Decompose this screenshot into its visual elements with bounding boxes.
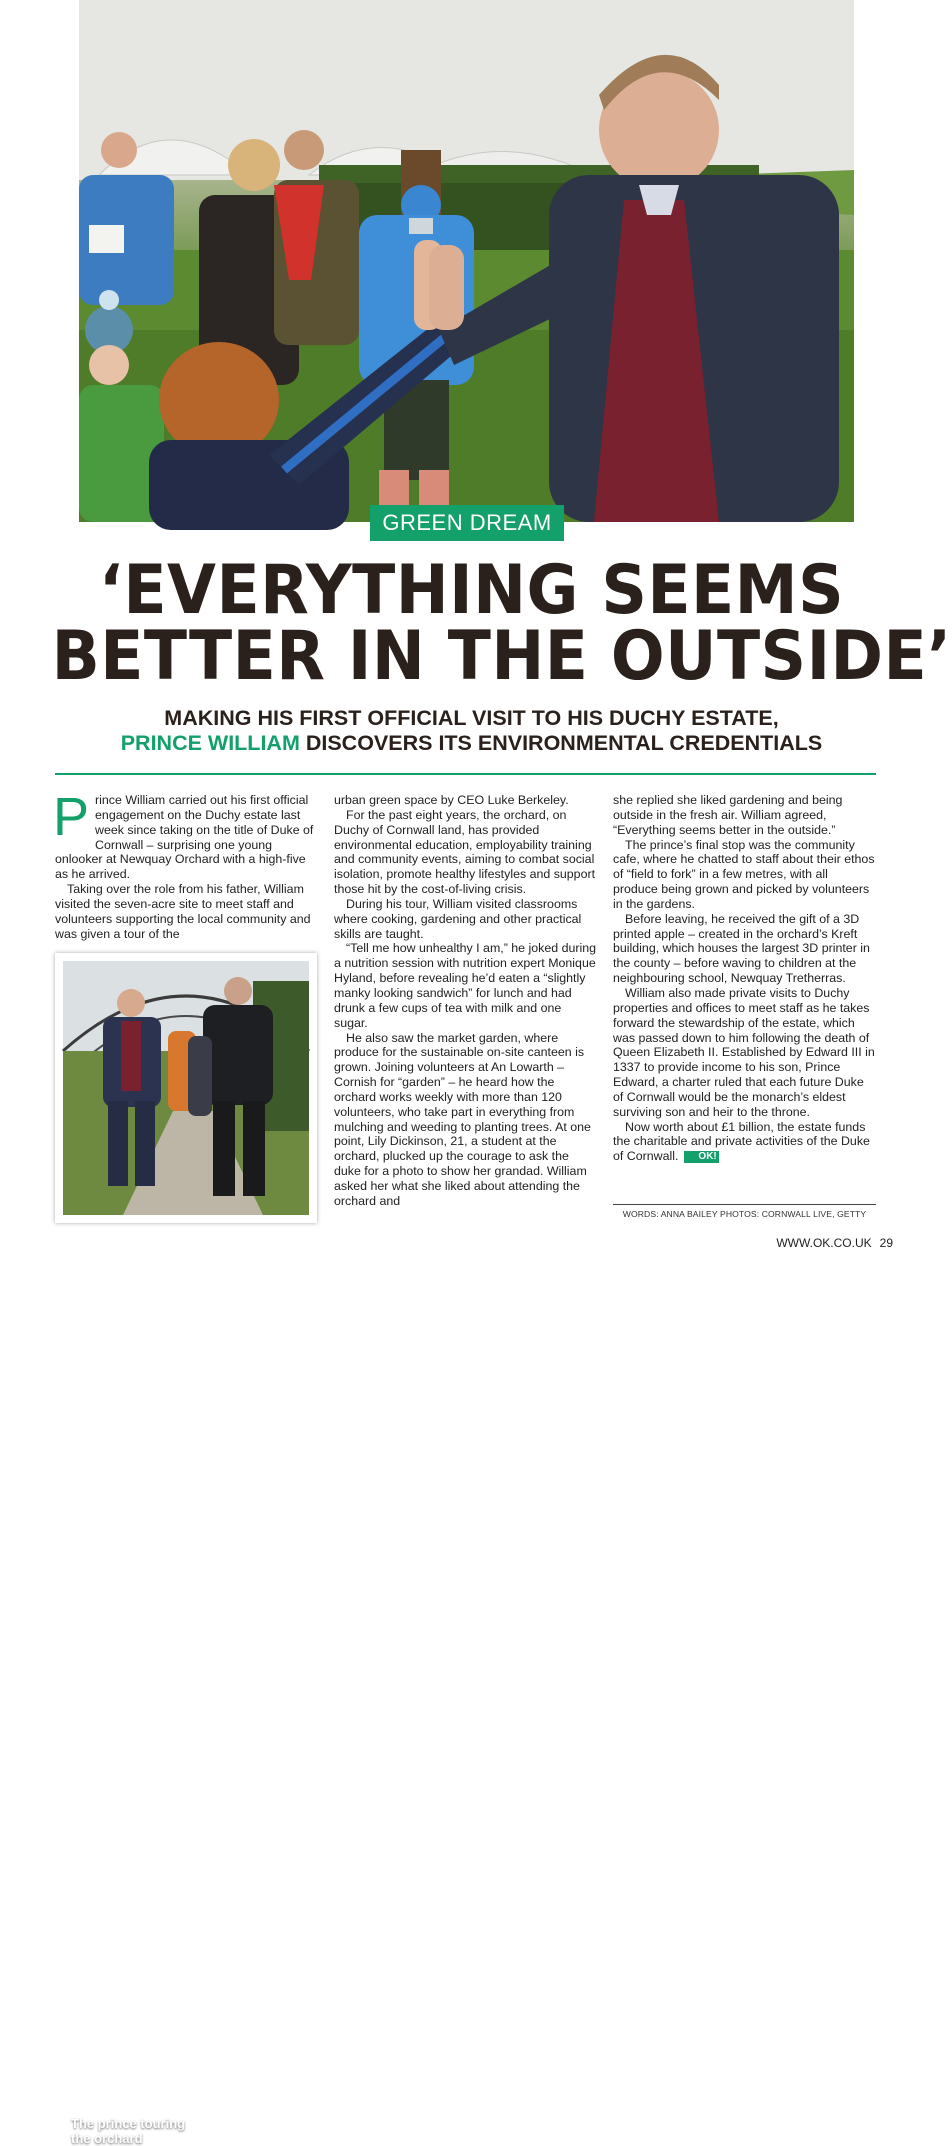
ok-end-badge: OK! [684,1151,718,1163]
divider-rule [55,773,876,775]
folio-site: WWW.OK.CO.UK [776,1236,872,1250]
inset-photo [63,961,309,1215]
body-paragraph: For the past eight years, the orchard, on Duchy of Cornwall land, has provided environmental education, employability training and community events, aiming to combat social isolation, promote healthy lifestyles and support those hit by the cost-of-living crisis. [334,807,596,897]
inset-photo-frame [55,953,317,2146]
body-paragraph: The prince’s final stop was the community cafe, where he chatted to staff about their ethos of “field to fork” in a few metres, with all produce being grown and picked by volunteers in the gardens. [613,837,875,911]
body-paragraph [53,787,317,882]
inset-photo-illustration [63,961,309,1215]
page-folio [776,1236,893,1250]
headline [51,551,952,696]
paragraph-text: rince William carried out his first official engagement on the Duchy estate last week since taking on the title of Duke of Cornwall – surprising one young onlooker at Newquay Orchard with a high-five as he arrived. [55,793,314,882]
body-paragraph [613,1120,876,1165]
folio-page-number: 29 [879,1236,893,1250]
body-column-3 [613,793,876,1164]
credits: WORDS: ANNA BAILEY PHOTOS: CORNWALL LIVE, GETTY [622,1209,867,1219]
headline-line-1: ‘EVERYTHING SEEMS [98,551,845,630]
body-paragraph: He also saw the market garden, where produce for the sustainable on-site canteen is grown. Joining volunteers at An Lowarth – Cornish for “garden” – he heard how the orchard works weekly with more than 120 volunteers, who take part in everything from mulching and weeding to planting trees. At one point, Lily Dickinson, 21, a student at the orchard, plucked up the courage to ask the duke for a photo to show her grandad. William asked her what she liked about attending the orchard and [334,1030,591,1208]
standfirst-highlight: PRINCE WILLIAM [120,731,300,755]
credits-rule [613,1204,876,1205]
body-paragraph: William also made private visits to Duchy properties and offices to meet staff as he takes forward the stewardship of the estate, which was passed down to him following the death of Queen Elizabeth II. Established by Edward III in 1337 to provide income to his son, Prince Edward, a charter ruled that each future Duke of Cornwall would be the monarch’s eldest surviving son and heir to the throne. [613,985,875,1119]
body-paragraph: Taking over the role from his father, William visited the seven-acre site to meet staff and volunteers supporting the local community and was given a tour of the [55,882,311,941]
body-paragraph: Before leaving, he received the gift of a 3D printed apple – created in the orchard’s Kreft building, which houses the largest 3D printer in the county – before waving to children at the neighbouring school, Newquay Tretherras. [613,911,870,986]
section-tag: GREEN DREAM [370,505,564,541]
headline-line-2: BETTER IN THE OUTSIDE’ [51,617,952,696]
standfirst-line-2-rest: DISCOVERS ITS ENVIRONMENTAL CREDENTIALS [299,731,823,755]
body-column-1 [53,787,317,941]
body-paragraph: she replied she liked gardening and being outside in the fresh air. William agreed, “Everything seems better in the outside.” [613,793,843,837]
hero-photo [79,0,854,522]
paragraph-text: Now worth about £1 billion, the estate funds the charitable and private activities of the Duke of Cornwall. [613,1119,870,1164]
body-paragraph: “Tell me how unhealthy I am,” he joked during a nutrition session with nutrition expert Monique Hyland, before revealing he’d eaten a “slightly manky looking sandwich” for lunch and had drunk a few cups of tea with milk and one sugar. [334,941,597,1030]
drop-cap: P [53,787,90,847]
standfirst-line-2 [40,731,903,756]
hero-photo-illustration [79,0,854,522]
body-column-2 [334,793,596,1209]
body-paragraph: urban green space by CEO Luke Berkeley. [334,793,569,807]
standfirst-line-1: MAKING HIS FIRST OFFICIAL VISIT TO HIS DUCHY ESTATE, [164,706,779,730]
standfirst [40,706,903,756]
body-paragraph: During his tour, William visited classrooms where cooking, gardening and other practical skills are taught. [334,896,582,941]
inset-caption: The prince touring the orchard [71,2116,186,2146]
